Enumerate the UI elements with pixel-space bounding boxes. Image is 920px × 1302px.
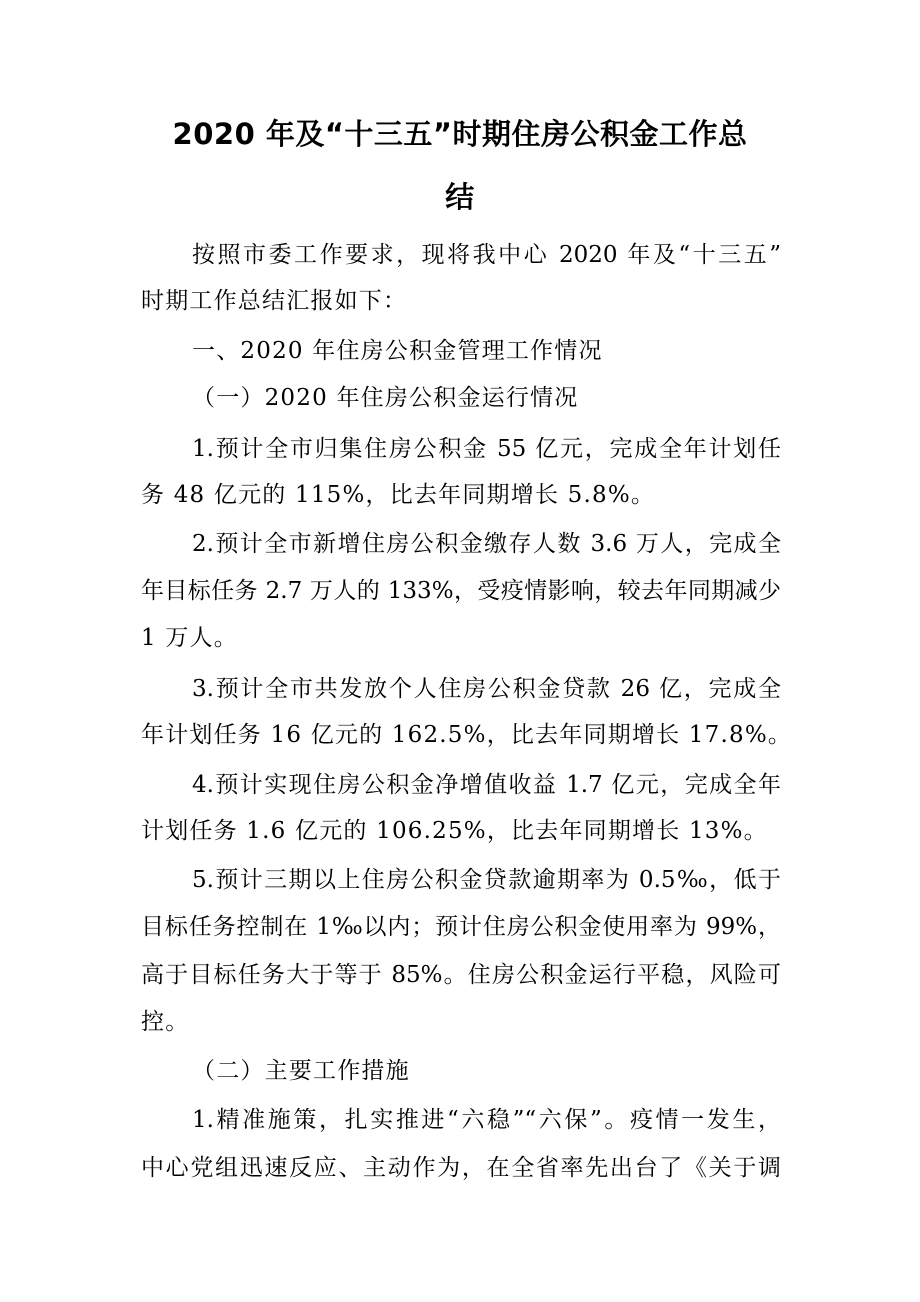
paragraph-line: 年目标任务 2.7 万人的 133%，受疫情影响，较去年同期减少 [141, 578, 781, 604]
paragraph-line: 5.预计三期以上住房公积金贷款逾期率为 0.5‰，低于 [192, 867, 781, 893]
paragraph-line: 务 48 亿元的 115%，比去年同期增长 5.8%。 [141, 482, 656, 508]
paragraph-line: 年计划任务 16 亿元的 162.5%，比去年同期增长 17.8%。 [141, 722, 793, 748]
document-title-line-2: 结 [445, 180, 475, 214]
paragraph-line: 2.预计全市新增住房公积金缴存人数 3.6 万人，完成全 [192, 531, 781, 557]
paragraph-line: 控。 [141, 1009, 190, 1035]
paragraph-line: 高于目标任务大于等于 85%。住房公积金运行平稳，风险可 [141, 962, 781, 988]
document-title-line-1: 2020 年及“十三五”时期住房公积金工作总 [172, 117, 748, 151]
intro-line-1: 按照市委工作要求，现将我中心 2020 年及“十三五” [192, 242, 781, 268]
paragraph-line: 中心党组迅速反应、主动作为，在全省率先出台了《关于调 [141, 1155, 781, 1181]
subsection-heading-1: （一）2020 年住房公积金运行情况 [192, 385, 579, 411]
subsection-heading-2: （二）主要工作措施 [192, 1058, 410, 1084]
paragraph-line: 1.预计全市归集住房公积金 55 亿元，完成全年计划任 [192, 436, 781, 462]
paragraph-line: 1.精准施策，扎实推进“六稳”“六保”。疫情一发生， [192, 1107, 781, 1133]
section-heading-1: 一、2020 年住房公积金管理工作情况 [192, 338, 603, 364]
paragraph-line: 1 万人。 [141, 625, 238, 651]
paragraph-line: 目标任务控制在 1‰以内；预计住房公积金使用率为 99%， [141, 914, 781, 940]
intro-line-2: 时期工作总结汇报如下： [141, 288, 408, 314]
paragraph-line: 计划任务 1.6 亿元的 106.25%，比去年同期增长 13%。 [141, 818, 768, 844]
paragraph-line: 4.预计实现住房公积金净增值收益 1.7 亿元，完成全年 [192, 772, 781, 798]
paragraph-line: 3.预计全市共发放个人住房公积金贷款 26 亿，完成全 [192, 676, 781, 702]
